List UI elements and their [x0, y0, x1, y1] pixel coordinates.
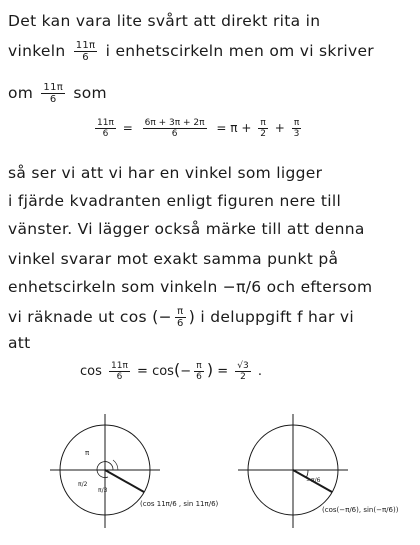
- unit-circle-left: [50, 410, 230, 530]
- text-line-9-start: vi räknade ut cos: [8, 308, 147, 326]
- fraction-11pi-over-6: $\frac{11\pi}{6}$: [75, 40, 96, 63]
- fraction-11pi-over-6: $\frac{11\pi}{6}$: [97, 118, 114, 139]
- text-line-8: enhetscirkeln som vinkeln −π/6 och eftersom: [8, 278, 373, 296]
- text-line-5: i fjärde kvadranten enligt figuren nere till: [8, 192, 342, 210]
- angle-arc-large: [113, 460, 118, 470]
- fraction-pi-over-3: $\frac{\pi}{3}$: [293, 118, 300, 139]
- coord-label-right: (cos(−π/6), sin(−π/6)): [322, 506, 399, 514]
- text-line-7: vinkel svarar mot exakt samma punkt på: [8, 250, 339, 268]
- text-line-1: Det kan vara lite svårt att direkt rita in: [8, 12, 321, 30]
- text-line-9-end: i deluppgift f har vi: [200, 308, 354, 326]
- label-pi: π: [85, 449, 90, 457]
- label-pi-over-2: π/2: [78, 481, 88, 488]
- angle-label: −π/6: [306, 477, 321, 484]
- text-line-9: vi räknade ut cos (− $\frac{\pi}{6}$ ) i deluppgift f har vi: [8, 306, 354, 329]
- text-line-10: att: [8, 334, 31, 352]
- fraction-11pi-over-6: $\frac{11\pi}{6}$: [43, 82, 64, 105]
- text-line-3: [8, 82, 107, 105]
- fraction-11pi-over-6: $\frac{11\pi}{6}$: [111, 361, 128, 382]
- unit-circle-right: [238, 410, 420, 530]
- text-line-3-start: om: [8, 84, 34, 102]
- coord-label-left: (cos 11π/6 , sin 11π/6): [140, 500, 219, 508]
- text-line-2: [8, 40, 374, 63]
- terminal-ray: [105, 470, 144, 492]
- equation-cos-result: cos $\frac{11\pi}{6}$ = cos(− $\frac{\pi}{6}$ ) = $\frac{√3}{2}$ .: [80, 360, 263, 382]
- text-line-2-end: i enhetscirkeln men om vi skriver: [105, 42, 374, 60]
- text-line-4: så ser vi att vi har en vinkel som ligger: [8, 164, 323, 182]
- fraction-pi-over-6: $\frac{\pi}{6}$: [176, 306, 184, 329]
- fraction-pi-over-6: $\frac{\pi}{6}$: [196, 361, 202, 382]
- fraction-sqrt3-over-2: $\frac{√3}{2}$: [237, 361, 249, 382]
- text-line-2-start: vinkeln: [8, 42, 66, 60]
- fraction-sum-over-6: $\frac{6\pi + 3\pi + 2\pi}{6}$: [144, 118, 205, 139]
- text-line-3-end: som: [73, 84, 107, 102]
- fraction-pi-over-2: $\frac{\pi}{2}$: [260, 118, 266, 139]
- label-pi-over-3: π/3: [98, 487, 108, 494]
- equation-decomposition: $\frac{11\pi}{6}$ = $\frac{6\pi + 3\pi + 2\pi}{6}$ = π + $\frac{\pi}{2}$ + $\frac{\pi}{3}$: [97, 118, 300, 139]
- text-line-6: vänster. Vi lägger också märke till att denna: [8, 220, 365, 238]
